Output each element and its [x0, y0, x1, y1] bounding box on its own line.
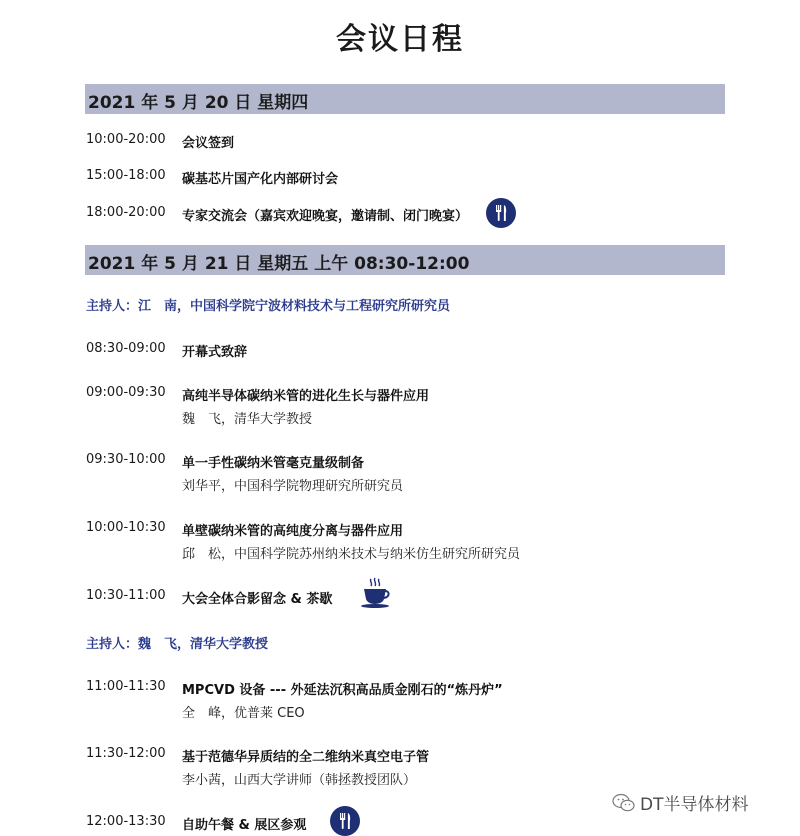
schedule-row	[86, 132, 746, 154]
time-slot: 09:00-09:30	[86, 385, 166, 400]
session-topic: 基于范德华异质结的全二维纳米真空电子管	[182, 750, 430, 765]
schedule-row	[86, 452, 746, 474]
time-slot: 10:30-11:00	[86, 588, 166, 603]
session-topic: 高纯半导体碳纳米管的进化生长与器件应用	[182, 389, 430, 404]
session-topic: 自助午餐 & 展区参观	[182, 818, 307, 833]
session-host: 主持人：魏 飞，清华大学教授	[86, 637, 269, 652]
session-topic: 单壁碳纳米管的高纯度分离与器件应用	[182, 524, 404, 539]
schedule-row	[86, 679, 746, 701]
session-speaker: 邱 松，中国科学院苏州纳米技术与纳米仿生研究所研究员	[182, 547, 521, 562]
schedule-row	[86, 814, 746, 836]
session-topic: 碳基芯片国产化内部研讨会	[182, 172, 339, 187]
schedule-row	[86, 341, 746, 363]
session-speaker: 全 峰，优普莱 CEO	[182, 706, 305, 721]
schedule-row	[86, 205, 746, 227]
schedule-row	[86, 520, 746, 542]
time-slot: 11:00-11:30	[86, 679, 166, 694]
schedule-row	[86, 168, 746, 190]
schedule-row	[86, 588, 746, 610]
time-slot: 11:30-12:00	[86, 746, 166, 761]
session-topic: 开幕式致辞	[182, 345, 248, 360]
day-header-label: 2021 年 5 月 21 日 星期五 上午 08:30-12:00	[88, 254, 470, 274]
time-slot: 09:30-10:00	[86, 452, 166, 467]
session-topic: 会议签到	[182, 136, 235, 151]
day-header-label: 2021 年 5 月 20 日 星期四	[88, 93, 309, 113]
time-slot: 10:00-20:00	[86, 132, 166, 147]
session-speaker: 魏 飞，清华大学教授	[182, 412, 313, 427]
time-slot: 12:00-13:30	[86, 814, 166, 829]
session-speaker: 李小茜，山西大学讲师（韩拯教授团队）	[182, 773, 417, 788]
session-host: 主持人：江 南，中国科学院宁波材料技术与工程研究所研究员	[86, 299, 451, 314]
watermark	[612, 790, 748, 815]
wechat-icon	[612, 793, 636, 813]
fork-knife-icon	[330, 806, 360, 836]
session-topic: MPCVD 设备 --- 外延法沉积高品质金刚石的“炼丹炉”	[182, 683, 503, 698]
page-title: 会议日程	[336, 22, 464, 57]
time-slot: 08:30-09:00	[86, 341, 166, 356]
schedule-row	[86, 746, 746, 768]
schedule-row	[86, 385, 746, 407]
session-topic: 单一手性碳纳米管毫克量级制备	[182, 456, 365, 471]
session-topic: 专家交流会（嘉宾欢迎晚宴，邀请制、闭门晚宴）	[182, 209, 469, 224]
time-slot: 10:00-10:30	[86, 520, 166, 535]
fork-knife-icon	[486, 198, 516, 228]
day-header-2	[85, 245, 725, 275]
time-slot: 18:00-20:00	[86, 205, 166, 220]
day-header-1	[85, 84, 725, 114]
time-slot: 15:00-18:00	[86, 168, 166, 183]
session-topic: 大会全体合影留念 & 茶歇	[182, 592, 333, 607]
session-speaker: 刘华平，中国科学院物理研究所研究员	[182, 479, 404, 494]
coffee-cup-icon	[358, 576, 394, 610]
watermark-text: DT半导体材料	[640, 795, 749, 815]
